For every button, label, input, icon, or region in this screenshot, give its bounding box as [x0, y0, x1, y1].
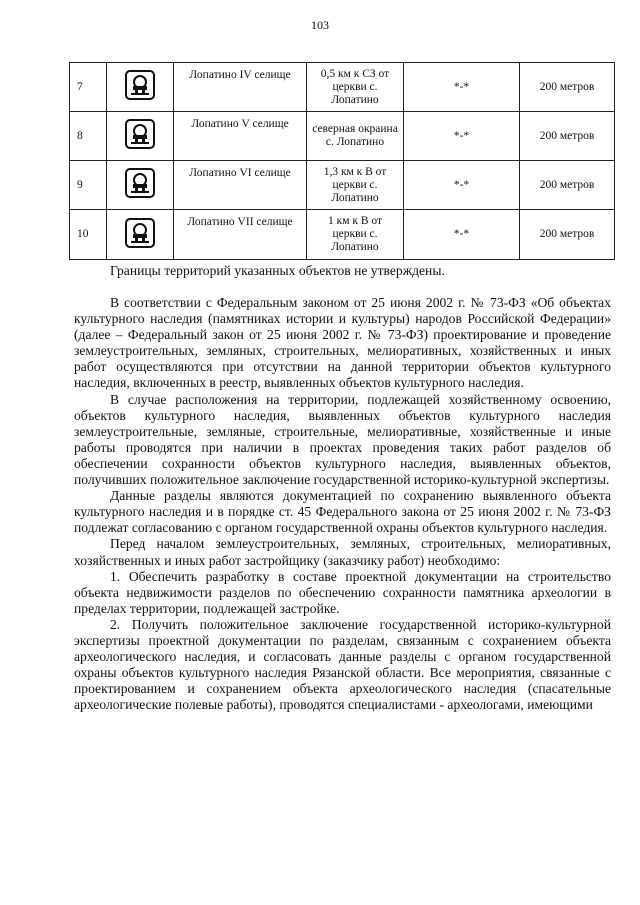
archaeology-mark-cell — [107, 161, 174, 210]
row-number: 7 — [70, 63, 107, 112]
object-status: *-* — [404, 112, 520, 161]
table-row — [70, 210, 615, 260]
object-location: 0,5 км к СЗ от церкви с. Лопатино — [307, 63, 404, 112]
archaeology-monument-icon — [125, 119, 155, 149]
body-text — [74, 295, 611, 713]
table-row — [70, 63, 615, 112]
object-status: *-* — [404, 210, 520, 260]
archaeology-mark-cell — [107, 210, 174, 260]
protection-zone: 200 метров — [520, 161, 615, 210]
archaeology-monument-icon — [125, 168, 155, 198]
paragraph: В случае расположения на территории, подлежащей хозяйственному освоению, объектов культурного наследия, выявленных объектов культурного наследия землеустроительные, земляные, строительные, мелиоративные, хозяйственные и иные работы проводятся при наличии в проектах проведения таких работ разделов об обеспечении сохранности объектов культурного наследия, выявленных объектов, получивших положительное заключение государственной историко-культурной экспертизы. — [74, 391, 611, 488]
heritage-objects-table — [69, 62, 615, 260]
object-name: Лопатино IV селище — [174, 63, 307, 112]
archaeology-mark-cell — [107, 63, 174, 112]
paragraph: В соответствии с Федеральным законом от 25 июня 2002 г. № 73-ФЗ «Об объектах культурного наследия (памятниках истории и культуры) народов Российской Федерации» (далее – Федеральный закон от 25 июня 2002 г. № 73-ФЗ) проектирование и проведение землеустроительных, земляных, строительных, мелиоративных, хозяйственных и иных работ осуществляются при отсутствии на данной территории объектов культурного наследия, включенных в реестр, выявленных объектов культурного наследия. — [74, 295, 611, 391]
table-row — [70, 161, 615, 210]
paragraph: Перед началом землеустроительных, земляных, строительных, мелиоративных, хозяйственных и иных работ застройщику (заказчику работ) необходимо: — [74, 536, 611, 568]
archaeology-monument-icon — [125, 70, 155, 100]
object-location: 1,3 км к В от церкви с. Лопатино — [307, 161, 404, 210]
archaeology-mark-cell — [107, 112, 174, 161]
object-name: Лопатино VI селище — [174, 161, 307, 210]
paragraph: 1. Обеспечить разработку в составе проектной документации на строительство объекта недвижимости разделов по обеспечению сохранности памятника археологии в пределах территории, подлежащей застройке. — [74, 568, 611, 616]
row-number: 8 — [70, 112, 107, 161]
object-location: 1 км к В от церкви с. Лопатино — [307, 210, 404, 260]
table-row — [70, 112, 615, 161]
row-number: 10 — [70, 210, 107, 260]
object-name: Лопатино V селище — [174, 112, 307, 161]
object-status: *-* — [404, 63, 520, 112]
archaeology-monument-icon — [125, 218, 155, 248]
paragraph: 2. Получить положительное заключение государственной историко-культурной экспертизы проектной документации по разделам, связанным с сохранением объекта археологического наследия, и согласовать данные разделы с органом государственной охраны объектов культурного наследия Рязанской области. Все мероприятия, связанные с проектированием и сохранением объекта археологического наследия (спасательные археологические полевые работы), проводятся специалистами - археологами, имеющими — [74, 616, 611, 713]
page-number: 103 — [311, 18, 329, 32]
object-status: *-* — [404, 161, 520, 210]
object-name: Лопатино VII селище — [174, 210, 307, 260]
protection-zone: 200 метров — [520, 63, 615, 112]
boundaries-note: Границы территорий указанных объектов не утверждены. — [110, 263, 445, 278]
protection-zone: 200 метров — [520, 210, 615, 260]
protection-zone: 200 метров — [520, 112, 615, 161]
row-number: 9 — [70, 161, 107, 210]
paragraph: Данные разделы являются документацией по сохранению выявленного объекта культурного наследия и в порядке ст. 45 Федерального закона от 25 июня 2002 г. № 73-ФЗ подлежат согласованию с органом государственной охраны объектов культурного наследия. — [74, 488, 611, 536]
object-location: северная окраина с. Лопатино — [307, 112, 404, 161]
